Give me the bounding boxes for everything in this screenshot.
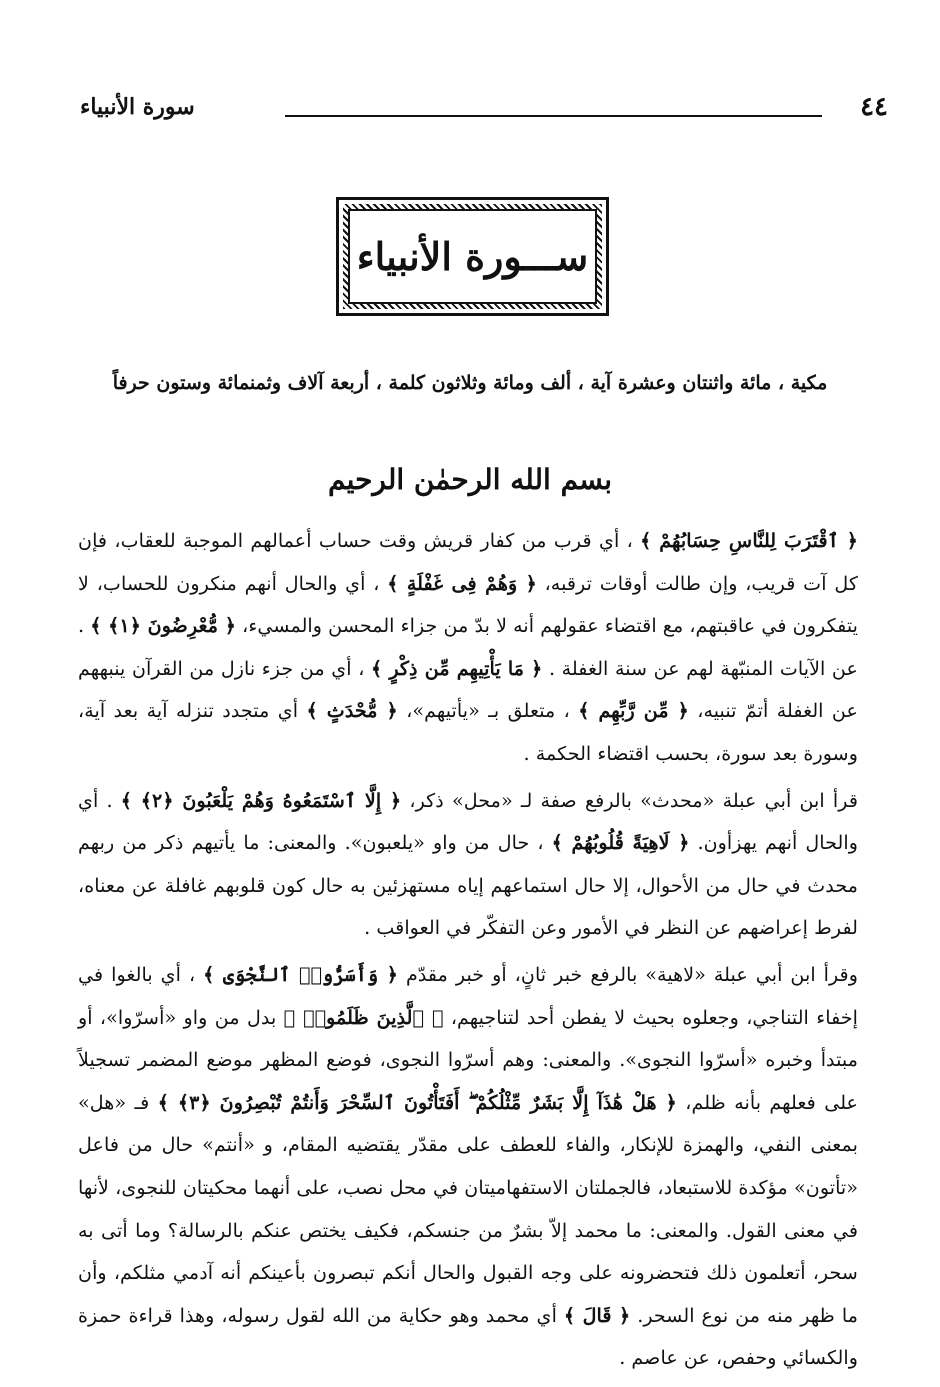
quran-verse: ﴿ مُّحْدَثٍ ﴾ (306, 699, 398, 723)
commentary-text: ، حال من واو «يلعبون». والمعنى: ما يأتيهم ذكر من ربهم محدث في حال من الأحوال، إلا حال استماعهم إياه مستهزئين به حال كون قلوبهم غافلة عن معناه، لفرط إعراضهم عن النظر في الأمور وعن التفكّر في العواقب . (78, 831, 858, 940)
commentary-text: ، أي والحال أنهم منكرون للحساب، لا يتفكرون في عاقبتهم، مع اقتضاء عقولهم أنه لا بدّ من جزاء المحسن والمسيء، (78, 571, 858, 638)
commentary-text: وقرأ ابن أبي عبلة «لاهية» بالرفع خبر ثانٍ، أو خبر مقدّم (398, 962, 858, 986)
paragraph-1 (78, 520, 858, 776)
surah-info: مكية ، مائة واثنتان وعشرة آية ، ألف ومائة وثلاثون كلمة ، أربعة آلاف وثمنمائة وستون حرفاً (112, 372, 828, 394)
paragraph-2 (78, 780, 858, 950)
surah-title-box (348, 209, 597, 304)
page-header (80, 92, 900, 132)
commentary-body (78, 520, 858, 1380)
ornamental-border (343, 204, 602, 309)
commentary-text: أي محمد وهو حكاية من الله لقول رسوله، وهذا قراءة حمزة والكسائي وحفص، عن عاصم . (78, 1303, 858, 1370)
commentary-text: . أي والحال أنهم يهزأون. (78, 788, 858, 855)
commentary-text: ، متعلق بـ «يأتيهم»، (397, 699, 579, 723)
quran-verse: ﴿ مَا يَأْتِيهِم مِّن ذِكْرٍ ﴾ (370, 656, 543, 680)
commentary-text: ، أي بالغوا في إخفاء التناجي، وجعلوه بحيث لا يفطن أحد لتناجيهم، (78, 962, 858, 1029)
surah-title-frame (336, 197, 609, 316)
basmala: بسم الله الرحمٰن الرحيم (328, 463, 612, 496)
page-number: ٤٤ (860, 92, 888, 122)
commentary-text: قرأ ابن أبي عبلة «محدث» بالرفع صفة لـ «محل» ذكر، (401, 788, 858, 812)
quran-verse: ﴿ ٱقْتَرَبَ لِلنَّاسِ حِسَابُهُمْ ﴾ (640, 529, 858, 552)
quran-verse: ﴿ قَالَ ﴾ (563, 1303, 631, 1327)
quran-verse: ﴿ وَأَسَرُّوا۟ ٱلنَّجْوَى ﴾ (203, 962, 398, 986)
quran-verse: ﴿ هَلْ هَٰذَآ إِلَّا بَشَرٌ مِّثْلُكُمْ ۖ أَفَتَأْتُونَ ٱلسِّحْرَ وَأَنتُمْ تُبْصِرُونَ ﴿٣﴾ ﴾ (157, 1090, 677, 1114)
quran-verse: ﴿ وَهُمْ فِى غَفْلَةٍ ﴾ (387, 571, 537, 595)
commentary-text: . عن الآيات المنبّهة لهم عن سنة الغفلة . (78, 614, 858, 680)
quran-verse: ﴿ مُّعْرِضُونَ ﴿١﴾ ﴾ (90, 614, 237, 638)
commentary-text: ، أي قرب من كفار قريش وقت حساب أعمالهم الموجبة للعقاب، فإن كل آت قريب، وإن طالت أوقات ترقبه، (78, 529, 858, 595)
commentary-text: ، أي من جزء نازل من القرآن ينبههم عن الغفلة أتمّ تنبيه، (78, 656, 858, 723)
commentary-text: أي متجدد تنزله آية بعد آية، وسورة بعد سورة، بحسب اقتضاء الحكمة . (78, 699, 858, 765)
quran-verse: ﴿ لَاهِيَةً قُلُوبُهُمْ ﴾ (551, 831, 690, 855)
paragraph-3 (78, 954, 858, 1380)
quran-verse: ﴿ مِّن رَّبِّهِم ﴾ (578, 699, 689, 723)
header-surah-title: سورة الأنبياء (80, 94, 195, 120)
commentary-text: فـ «هل» بمعنى النفي، والهمزة للإنكار، والفاء للعطف على مقدّر يقتضيه المقام، و «أنتم» حال من فاعل «تأتون» مؤكدة للاستبعاد، فالجملتان الاستفهاميتان في محل نصب، على أنهما محكيتان للنجوى، لأنها في معنى القول. والمعنى: ما محمد إلاّ بشرٌ من جنسكم، فكيف يختص عنكم بالرسالة؟ وما أتى به سحر، أتعلمون ذلك فتحضرونه على وجه القبول والحال أنكم تبصرون بأعينكم أنه آدمي مثلكم، وأن ما ظهر منه من نوع السحر. (78, 1090, 858, 1327)
commentary-text: بدل من واو «أسرّوا»، أو مبتدأ وخبره «أسرّوا النجوى». والمعنى: وهم أسرّوا النجوى، فوضع المظهر موضع المضمر تسجيلاً على فعلهم بأنه ظلم، (78, 1005, 858, 1114)
surah-title: ســـورة الأنبياء (356, 234, 589, 279)
quran-verse: ﴿ إِلَّا ٱسْتَمَعُوهُ وَهُمْ يَلْعَبُونَ ﴿٢﴾ ﴾ (120, 788, 402, 812)
quran-verse: ﴿ ٱلَّذِينَ ظَلَمُوا۟ ﴾ (283, 1005, 444, 1029)
header-rule (285, 115, 822, 117)
